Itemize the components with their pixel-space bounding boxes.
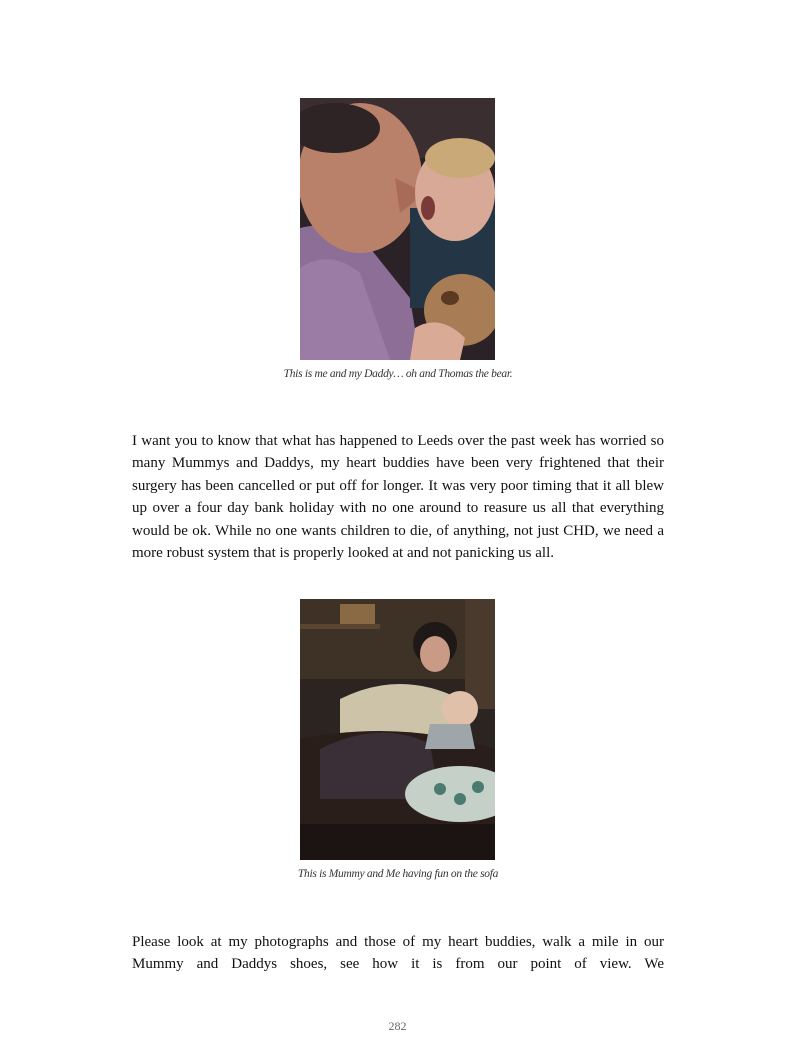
photo-daddy-and-child	[300, 98, 495, 360]
photo-caption-2: This is Mummy and Me having fun on the sofa	[297, 868, 499, 880]
page-number: 282	[388, 1019, 407, 1033]
photo-caption-1: This is me and my Daddy… oh and Thomas the bear.	[283, 368, 513, 380]
photo-mummy-and-child-sofa	[300, 599, 495, 860]
body-paragraph-1: I want you to know that what has happened to Leeds over the past week has worried so many Mummys and Daddys, my heart buddies have been very frightened that their surgery has been cancelled or put off for longer. It was very poor timing that it all blew up over a four day bank holiday with no one around to reasure us all that everything would be ok. While no one wants children to die, of anything, not just CHD, we need a more robust system that is properly looked at and not panicking us all.	[132, 433, 664, 562]
body-paragraph-2: Please look at my photographs and those of my heart buddies, walk a mile in our Mummy and Daddys shoes, see how it is from our point of view. We	[132, 934, 664, 973]
